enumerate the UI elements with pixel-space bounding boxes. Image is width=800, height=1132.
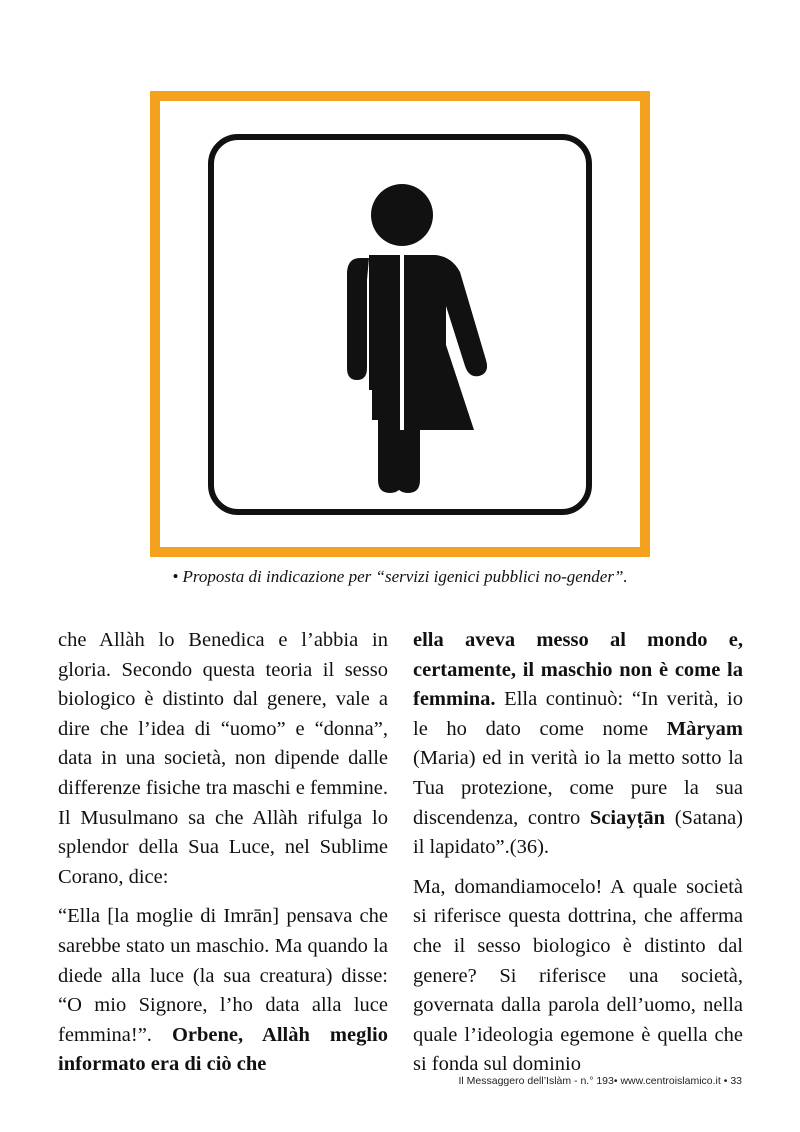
no-gender-restroom-sign-icon <box>214 140 586 509</box>
text-column-right <box>413 626 743 1090</box>
figure-frame <box>150 91 650 557</box>
quote-paragraph <box>58 902 388 1080</box>
name-maryam: Màryam <box>666 717 743 740</box>
restroom-sign <box>208 134 592 515</box>
quote-bold: Orbene, Allàh meglio informato era di ciò che <box>58 1023 389 1076</box>
quote-bold: ella aveva messo al mondo e, certamente, il maschio non è come la femmina. <box>413 629 743 711</box>
figure-caption: • Proposta di indicazione per “servizi igenici pubblici no-gender”. <box>172 567 628 586</box>
quote-text: Ella continuò: “In verità, io le ho dato come nome <box>413 688 743 740</box>
name-sciaytan: Sciayṭān <box>589 806 666 829</box>
paragraph: Ma, domandiamocelo! A quale società si riferisce questa dottrina, che afferma che il sesso biologico è distinto dal genere? Si riferisce una società, governata dalla parola dell’uomo, nella quale l’ideologia egemone è quella che si fonda sul dominio <box>413 875 743 1076</box>
page-footer: Il Messaggero dell’Islàm - n.° 193• www.centroislamico.it • 33 <box>458 1075 742 1087</box>
paragraph: che Allàh lo Benedica e l’abbia in gloria. Secondo questa teoria il sesso biologico è distinto dal genere, vale a dire che l’idea di “uomo” e “donna”, data in una società, non dipende dalle differenze fisiche tra maschi e femmine. Il Musulmano sa che Allàh rifulga lo splendor della Sua Luce, nel Sublime Corano, dice: <box>58 629 388 888</box>
quote-text: “Ella [la moglie di Imrān] pensava che sarebbe stato un maschio. Ma quando la diede alla luce (la sua creatura) disse: “O mio Signore, l’ho data alla luce femmina!”. <box>58 905 388 1046</box>
text-column-left <box>58 626 388 1090</box>
quote-text: (Maria) ed in verità io la metto sotto la Tua protezione, come pure la sua discendenza, contro <box>413 747 743 829</box>
quote-text: (Satana) il lapidato”.(36). <box>413 806 744 859</box>
quote-continuation <box>413 626 743 863</box>
